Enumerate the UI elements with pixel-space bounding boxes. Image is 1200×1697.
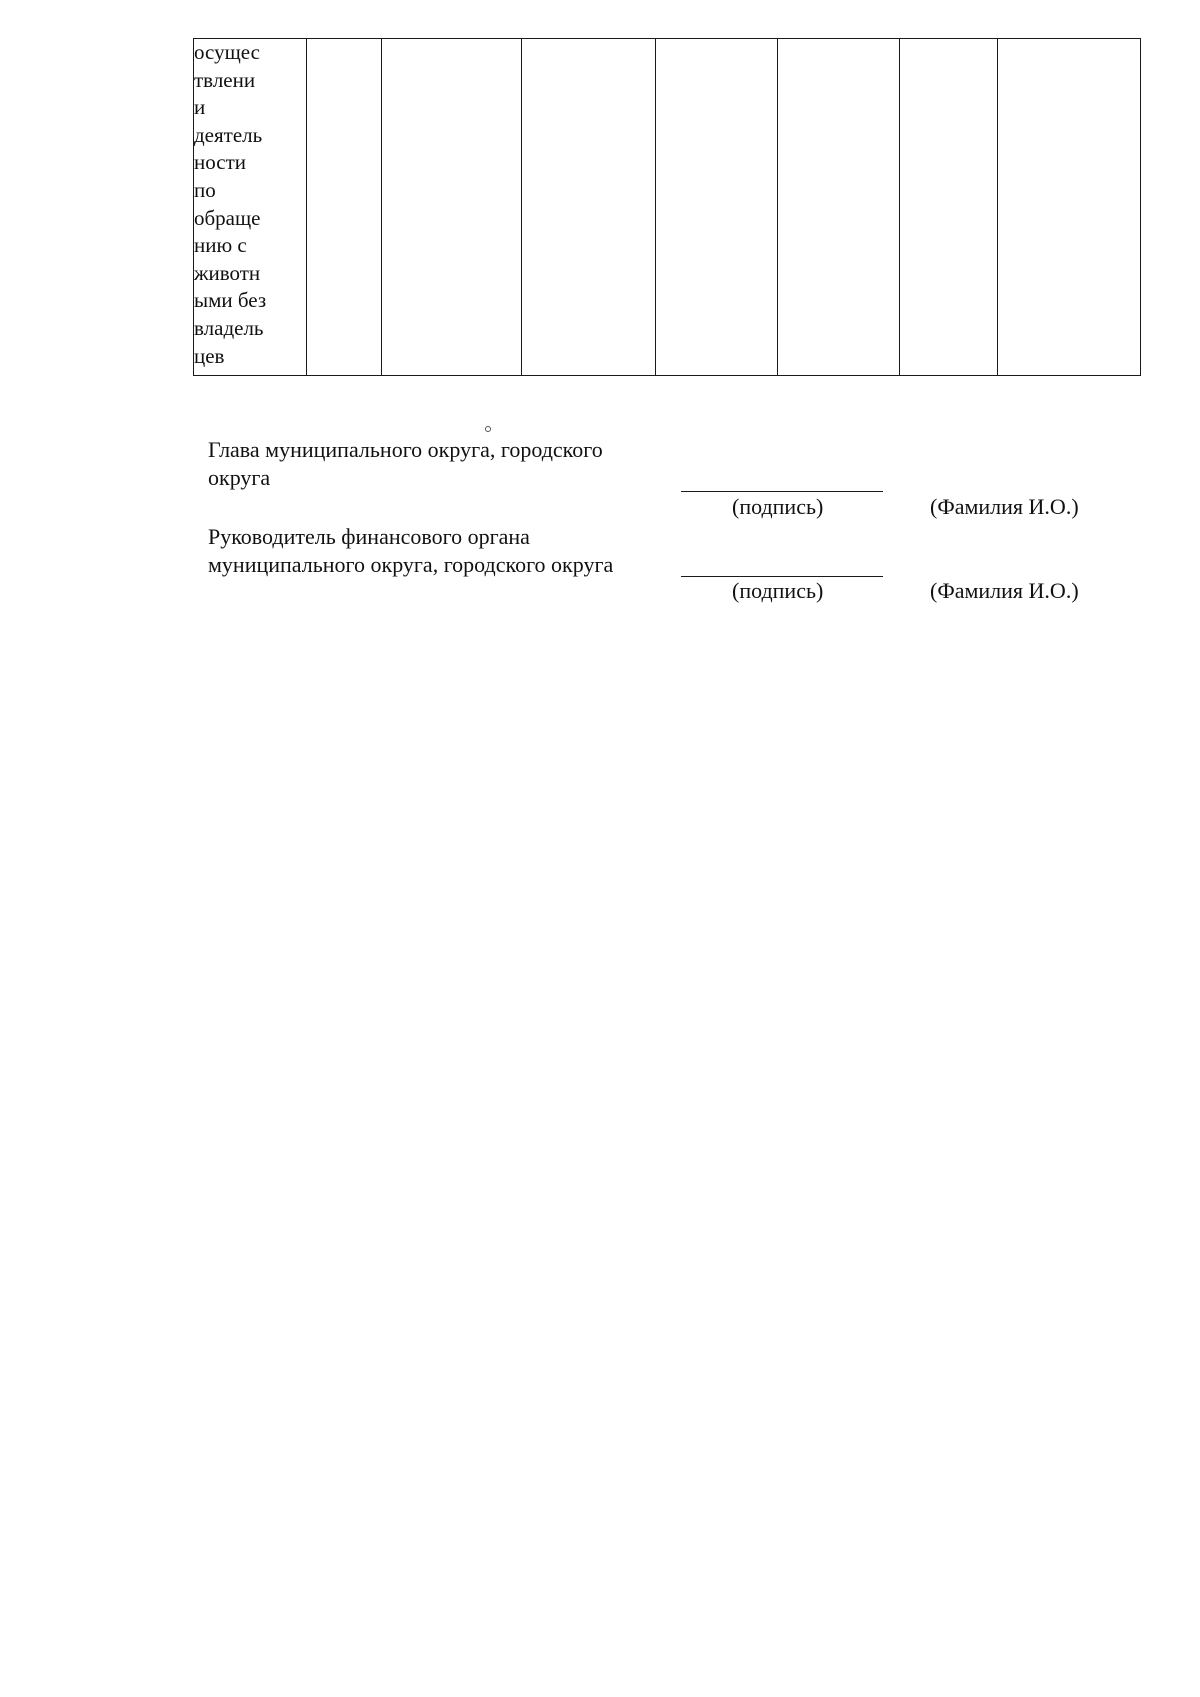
empty-cell: [900, 39, 998, 376]
signatory-title-line: округа: [208, 465, 271, 490]
signatory-title: [208, 523, 613, 579]
name-caption: (Фамилия И.О.): [930, 494, 1079, 519]
table-row: [194, 39, 1141, 376]
signatory-title-line: Руководитель финансового органа: [208, 524, 530, 549]
cell-text-line: твлени: [194, 67, 256, 92]
empty-cell: [998, 39, 1141, 376]
cell-text-line: и: [194, 95, 206, 120]
cell-text-line: осущес: [194, 40, 260, 64]
report-table: [193, 38, 1141, 376]
activity-name-cell: [194, 39, 307, 376]
signatory-title: [208, 436, 603, 492]
cell-text-line: цев: [194, 343, 225, 368]
signature-line[interactable]: [681, 491, 883, 492]
empty-cell: [522, 39, 656, 376]
cell-text-line: ыми без: [194, 288, 267, 313]
cell-text-line: владель: [194, 315, 264, 340]
cell-text-line: нию с: [194, 233, 247, 258]
cell-text-line: животн: [194, 260, 261, 285]
signature-caption: (подпись): [732, 494, 824, 519]
cell-text-line: деятель: [194, 122, 263, 147]
signature-caption: (подпись): [732, 578, 824, 603]
empty-cell: [307, 39, 382, 376]
cell-text-line: обраще: [194, 205, 261, 230]
empty-cell: [656, 39, 778, 376]
empty-cell: [382, 39, 522, 376]
empty-cell: [778, 39, 900, 376]
cell-text-line: ности: [194, 150, 246, 175]
signatory-title-line: Глава муниципального округа, городского: [208, 437, 603, 462]
name-caption: (Фамилия И.О.): [930, 578, 1079, 603]
table-fragment: [193, 38, 1140, 376]
scan-speck: [485, 426, 491, 432]
signatory-title-line: муниципального округа, городского округа: [208, 552, 614, 577]
cell-text-line: по: [194, 177, 216, 202]
